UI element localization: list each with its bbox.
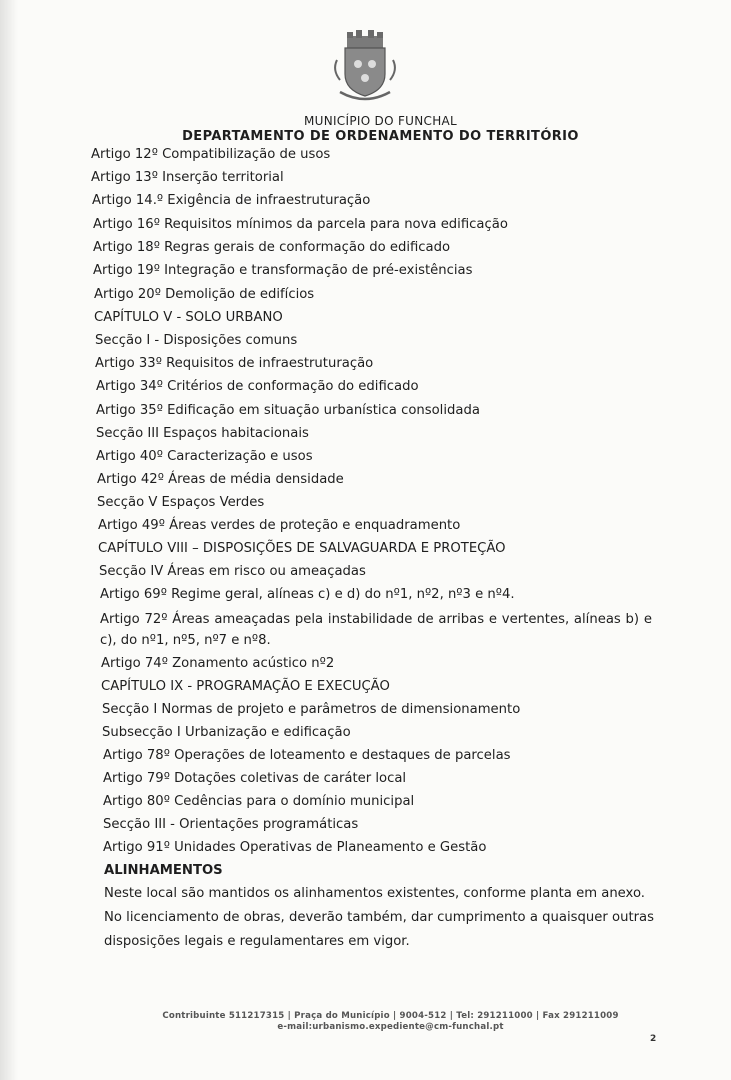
list-item: Artigo 49º Áreas verdes de proteção e enquadramento: [98, 518, 461, 533]
chapter-heading: CAPÍTULO IX - PROGRAMAÇÃO E EXECUÇÃO: [101, 679, 390, 694]
footer-email-line: e-mail:urbanismo.expediente@cm-funchal.pt: [277, 1022, 504, 1032]
section-heading: Secção V Espaços Verdes: [97, 495, 265, 510]
section-heading: Secção I - Disposições comuns: [95, 333, 298, 348]
list-item: Artigo 33º Requisitos de infraestruturação: [95, 356, 374, 371]
page-number: 2: [650, 1034, 657, 1044]
chapter-heading: CAPÍTULO VIII – DISPOSIÇÕES DE SALVAGUARDA E PROTEÇÃO: [98, 541, 506, 556]
list-item: Artigo 40º Caracterização e usos: [96, 449, 313, 464]
municipality-name: MUNICÍPIO DO FUNCHAL: [303, 114, 458, 128]
section-heading: Secção IV Áreas em risco ou ameaçadas: [99, 564, 366, 579]
list-item: Artigo 79º Dotações coletivas de caráter local: [103, 771, 407, 786]
section-heading: Secção III - Orientações programáticas: [103, 817, 359, 832]
list-item: Artigo 13º Inserção territorial: [91, 170, 284, 185]
list-item: Artigo 74º Zonamento acústico nº2: [101, 656, 335, 671]
list-item: Artigo 35º Edificação em situação urbanística consolidada: [96, 403, 480, 418]
list-item: Artigo 14.º Exigência de infraestruturação: [92, 193, 371, 208]
list-item: Artigo 34º Critérios de conformação do edificado: [96, 379, 419, 394]
list-item: Artigo 18º Regras gerais de conformação do edificado: [93, 240, 451, 255]
chapter-heading: CAPÍTULO V - SOLO URBANO: [94, 310, 283, 325]
footer-contact-line: Contribuinte 511217315 | Praça do Município | 9004-512 | Tel: 291211000 | Fax 291211009: [162, 1011, 619, 1021]
section-heading: Subsecção I Urbanização e edificação: [102, 725, 351, 740]
footer: [0, 1011, 731, 1033]
alinhamentos-paragraph-1: Neste local são mantidos os alinhamentos existentes, conforme planta em anexo.: [104, 886, 645, 901]
list-item: Artigo 42º Áreas de média densidade: [97, 472, 344, 487]
list-item: Artigo 91º Unidades Operativas de Planeamento e Gestão: [103, 840, 487, 855]
department-name: DEPARTAMENTO DE ORDENAMENTO DO TERRITÓRIO: [182, 129, 579, 144]
list-item: Artigo 72º Áreas ameaçadas pela instabilidade de arribas e vertentes, alíneas b) e c), do nº1, nº5, nº7 e nº8.: [100, 612, 652, 648]
section-heading: Secção III Espaços habitacionais: [96, 426, 309, 441]
section-heading: Secção I Normas de projeto e parâmetros de dimensionamento: [102, 702, 521, 717]
letterhead: [0, 114, 731, 144]
alinhamentos-paragraph-2: No licenciamento de obras, deverão também, dar cumprimento a quaisquer outras disposições legais e regulamentares em vigor.: [104, 910, 654, 949]
list-item: Artigo 78º Operações de loteamento e destaques de parcelas: [103, 748, 511, 763]
scan-edge-shadow: [0, 0, 18, 1080]
list-item: Artigo 20º Demolição de edifícios: [94, 287, 315, 302]
alinhamentos-heading: ALINHAMENTOS: [104, 863, 223, 878]
list-item: Artigo 16º Requisitos mínimos da parcela para nova edificação: [93, 217, 508, 232]
list-item: Artigo 69º Regime geral, alíneas c) e d) do nº1, nº2, nº3 e nº4.: [100, 587, 515, 602]
municipal-crest-icon: [322, 28, 408, 106]
list-item: Artigo 19º Integração e transformação de pré-existências: [93, 263, 473, 278]
list-item: Artigo 80º Cedências para o domínio municipal: [103, 794, 415, 809]
list-item: Artigo 12º Compatibilização de usos: [91, 147, 331, 162]
